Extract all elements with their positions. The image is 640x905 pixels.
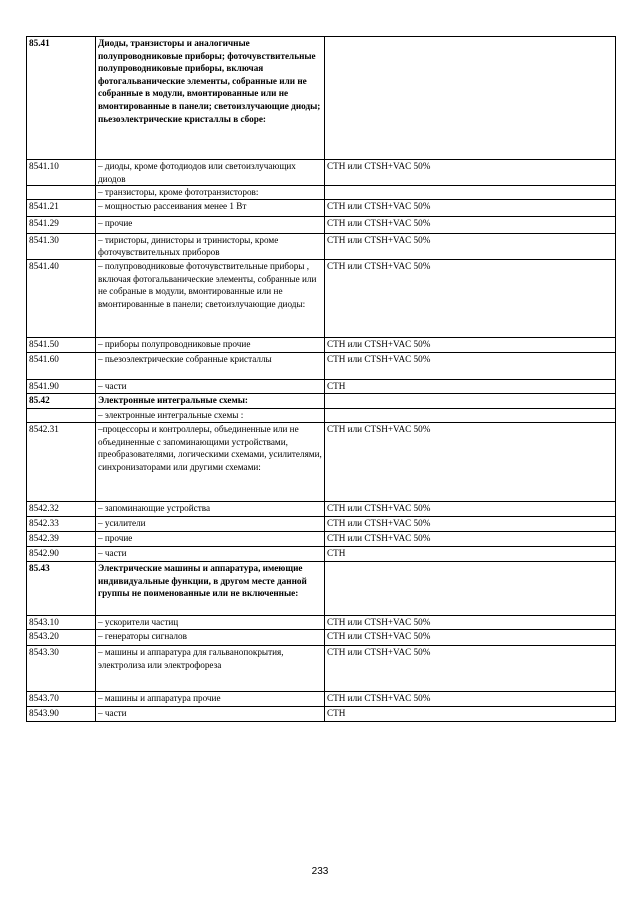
description-cell: – диоды, кроме фотодиодов или светоизлучающих диодов <box>96 160 325 186</box>
description-cell: – мощностью рассеивания менее 1 Вт <box>96 199 325 216</box>
origin-rule-cell: СТН или CTSH+VAC 50% <box>325 337 616 352</box>
origin-rule-cell: СТН или CTSH+VAC 50% <box>325 160 616 186</box>
hs-code-cell: 85.43 <box>27 561 96 615</box>
hs-code-cell: 8543.90 <box>27 706 96 721</box>
origin-rule-cell: СТН или CTSH+VAC 50% <box>325 516 616 531</box>
origin-rule-cell <box>325 393 616 408</box>
hs-code-cell: 8542.39 <box>27 531 96 546</box>
hs-code-cell: 8543.10 <box>27 615 96 629</box>
origin-rule-cell: СТН или CTSH+VAC 50% <box>325 233 616 259</box>
description-cell: Электрические машины и аппаратура, имеющие индивидуальные функции, в другом месте данной группы не поименованные или не включенные: <box>96 561 325 615</box>
table-row <box>27 501 616 516</box>
table-row <box>27 199 616 216</box>
origin-rule-cell: СТН или CTSH+VAC 50% <box>325 501 616 516</box>
origin-rule-cell: СТН или CTSH+VAC 50% <box>325 216 616 233</box>
description-cell: Электронные интегральные схемы: <box>96 393 325 408</box>
hs-code-cell <box>27 186 96 200</box>
hs-code-cell: 8543.30 <box>27 645 96 691</box>
hs-code-cell: 8542.32 <box>27 501 96 516</box>
description-cell: – транзисторы, кроме фототранзисторов: <box>96 186 325 200</box>
description-cell: – полупроводниковые фоточувствительные приборы , включая фотогальванические элементы, собранные или не собраные в модули, вмонтированные или не вмонтированные в панели; светоизлучающие диоды: <box>96 259 325 337</box>
origin-rule-cell: СТН <box>325 379 616 393</box>
description-cell: – тиристоры, динисторы и тринисторы, кроме фоточувствительных приборов <box>96 233 325 259</box>
origin-rule-cell <box>325 408 616 422</box>
description-cell: – запоминающие устройства <box>96 501 325 516</box>
table-row <box>27 160 616 186</box>
description-cell: – приборы полупроводниковые прочие <box>96 337 325 352</box>
heading-row <box>27 561 616 615</box>
origin-rule-cell: СТН или CTSH+VAC 50% <box>325 615 616 629</box>
table-row <box>27 516 616 531</box>
origin-rule-cell <box>325 561 616 615</box>
table-row <box>27 186 616 200</box>
origin-rule-cell: СТН или CTSH+VAC 50% <box>325 352 616 379</box>
description-cell: – прочие <box>96 531 325 546</box>
origin-rule-cell: СТН или CTSH+VAC 50% <box>325 199 616 216</box>
description-cell: – части <box>96 546 325 561</box>
page-number: 233 <box>311 866 329 877</box>
hs-code-cell: 8542.33 <box>27 516 96 531</box>
origin-rule-cell: СТН или CTSH+VAC 50% <box>325 645 616 691</box>
table-row <box>27 422 616 501</box>
table-row <box>27 629 616 645</box>
hs-code-cell: 8541.21 <box>27 199 96 216</box>
hs-code-cell: 8542.90 <box>27 546 96 561</box>
origin-rule-cell: СТН или CTSH+VAC 50% <box>325 691 616 706</box>
hs-code-cell: 8541.90 <box>27 379 96 393</box>
table-row <box>27 379 616 393</box>
table-row <box>27 645 616 691</box>
origin-rule-cell: СТН или CTSH+VAC 50% <box>325 259 616 337</box>
table-row <box>27 706 616 721</box>
hs-code-cell: 85.42 <box>27 393 96 408</box>
description-cell: – пьезоэлектрические собранные кристаллы <box>96 352 325 379</box>
description-cell: – прочие <box>96 216 325 233</box>
description-cell: – части <box>96 706 325 721</box>
table-row <box>27 216 616 233</box>
description-cell: – части <box>96 379 325 393</box>
description-cell: – электронные интегральные схемы : <box>96 408 325 422</box>
table-row <box>27 615 616 629</box>
description-cell: – усилители <box>96 516 325 531</box>
description-cell: – генераторы сигналов <box>96 629 325 645</box>
origin-rule-cell: СТН или CTSH+VAC 50% <box>325 531 616 546</box>
heading-row <box>27 393 616 408</box>
hs-code-cell <box>27 408 96 422</box>
heading-row <box>27 37 616 160</box>
hs-code-cell: 8541.29 <box>27 216 96 233</box>
hs-code-cell: 8541.50 <box>27 337 96 352</box>
hs-code-cell: 8541.10 <box>27 160 96 186</box>
hs-code-cell: 8542.31 <box>27 422 96 501</box>
hs-code-cell: 8543.20 <box>27 629 96 645</box>
description-cell: – машины и аппаратура для гальванопокрытия, электролиза или электрофореза <box>96 645 325 691</box>
hs-code-cell: 8543.70 <box>27 691 96 706</box>
rules-table <box>26 36 616 722</box>
origin-rule-cell: СТН <box>325 706 616 721</box>
description-cell: Диоды, транзисторы и аналогичные полупроводниковые приборы; фоточувствительные полупроводниковые приборы, включая фотогальванические элементы, собранные или не собранные в модули, вмонтированные или не вмонтированные в панели; светоизлучающие диоды; пьезоэлектрические кристаллы в сборе: <box>96 37 325 160</box>
table-row <box>27 352 616 379</box>
origin-rule-cell <box>325 186 616 200</box>
origin-rule-cell: СТН или CTSH+VAC 50% <box>325 422 616 501</box>
table-row <box>27 259 616 337</box>
rules-table-body <box>27 37 616 722</box>
table-row <box>27 337 616 352</box>
origin-rule-cell: СТН или CTSH+VAC 50% <box>325 629 616 645</box>
hs-code-cell: 8541.30 <box>27 233 96 259</box>
table-row <box>27 408 616 422</box>
hs-code-cell: 8541.40 <box>27 259 96 337</box>
table-row <box>27 691 616 706</box>
hs-code-cell: 85.41 <box>27 37 96 160</box>
table-row <box>27 233 616 259</box>
hs-code-cell: 8541.60 <box>27 352 96 379</box>
description-cell: –процессоры и контроллеры, объединенные или не объединенные с запоминающими устройствами, преобразователями, логическими схемами, усилителями, синхронизаторами или другими схемами: <box>96 422 325 501</box>
origin-rule-cell <box>325 37 616 160</box>
description-cell: – машины и аппаратура прочие <box>96 691 325 706</box>
origin-rule-cell: СТН <box>325 546 616 561</box>
description-cell: – ускорители частиц <box>96 615 325 629</box>
table-row <box>27 546 616 561</box>
table-row <box>27 531 616 546</box>
